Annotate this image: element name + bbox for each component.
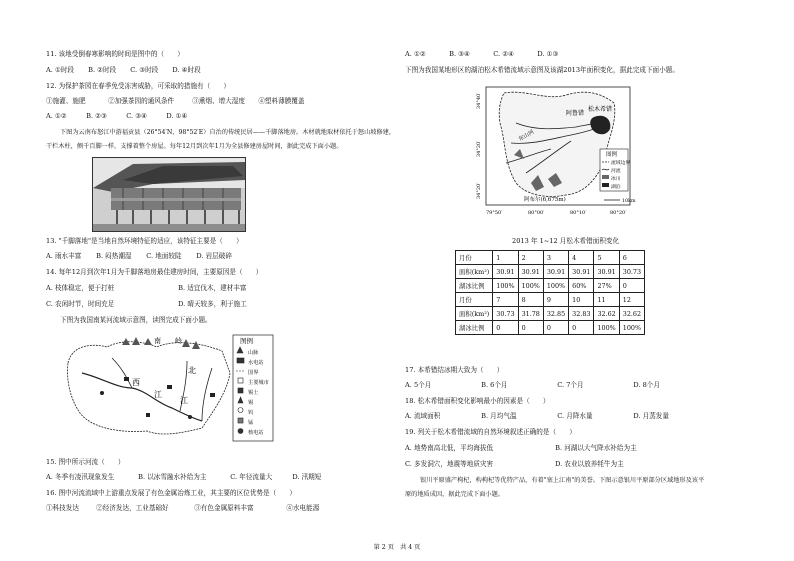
lat-label-2: 34°20′ (476, 140, 482, 157)
river-label: 东山河 (518, 129, 536, 143)
legend-item-2: 国界 (248, 370, 259, 376)
table-cell: 湖冰比例 (456, 279, 493, 293)
table-row (456, 265, 645, 279)
table-cell: 3 (543, 251, 568, 265)
q14-stem: 14. 每年12月到次年1月为千脚落地房最佳建房时间，主要原因是（ ） (46, 268, 263, 276)
table-cell: 面积(km²) (456, 307, 493, 321)
q14-options-2: C. 农闲时节，时间充足 D. 晴天较多，利于施工 (46, 300, 247, 308)
table-cell: 32.83 (569, 307, 594, 321)
table-cell: 32.85 (543, 307, 568, 321)
table-cell: 30.91 (594, 265, 619, 279)
table-cell: 12 (619, 293, 644, 307)
map-legend-title: 图例 (240, 337, 253, 345)
river-basin-map (62, 333, 274, 443)
scale-label: 10km (622, 199, 636, 204)
legend-item-8: 核电站 (248, 430, 264, 436)
table-cell: 0 (543, 321, 568, 335)
lake-legend-0: 流域边界 (611, 161, 631, 166)
q19-stem: 19. 列关于松木希错流域的自然环境叙述正确的是（ ） (405, 428, 576, 436)
lake-legend-2: 冰川 (611, 177, 621, 182)
table-cell: 100% (518, 279, 543, 293)
table-cell: 0 (493, 321, 518, 335)
lake-intro: 下图为我国某地形区的湖泊松木希错流域示意图及该湖2013年面积变化，据此完成下面小题。 (405, 66, 679, 74)
lake-legend-3: 湖泊 (611, 185, 621, 190)
table-cell: 30.91 (569, 265, 594, 279)
intro-last-1: 银川平原盛产枸杞，构枸杞等优特产品，有着"塞上江南"的美誉。下图示意银川平原部分区域地形及该平 (420, 477, 705, 484)
table-cell: 0 (569, 321, 594, 335)
map-intro: 下图为我国南某河流域示意图，读图完成下面小题。 (60, 316, 212, 324)
table-cell: 32.62 (619, 307, 644, 321)
table-cell: 32.62 (594, 307, 619, 321)
q16-options: ①科技发达 ②经济发达，工业基础好 ③有色金属原料丰富 ④水电能源 (46, 504, 320, 512)
table-cell: 10 (569, 293, 594, 307)
table-row (456, 321, 645, 335)
lon-label-1: 79°50′ (486, 210, 503, 216)
table-cell: 100% (594, 321, 619, 335)
lake-area-table (455, 250, 645, 335)
q18-stem: 18. 松木希错面积变化影响最小的因素是（ ） (405, 397, 550, 405)
table-cell: 60% (569, 279, 594, 293)
tin-ore-icon (238, 388, 243, 393)
lat-label-3: 34°20′ (476, 182, 482, 199)
q12-options: ①施灌、施肥 ②加强茶园的通风条件 ③熏烟、增大湿度 ④塑料薄膜覆盖 (46, 97, 305, 105)
table-row (456, 279, 645, 293)
lake-label: 松木希错 (588, 106, 613, 113)
table-cell: 30.73 (493, 307, 518, 321)
river-label-jiang: 江 (154, 390, 162, 399)
table-cell: 31.78 (518, 307, 543, 321)
table-cell: 11 (594, 293, 619, 307)
q19-options-2: C. 多发洞穴，地震等地质灾害 D. 农业以放养牦牛为主 (405, 460, 624, 468)
q13-stem: 13. "千脚落地"是当地自然环境特征的适应，该特征主要是（ ） (46, 237, 243, 245)
river-label-zhu: 江 (180, 396, 188, 405)
table-cell: 0 (518, 321, 543, 335)
q16-stem: 16. 图中河流流域中上游重点发展了有色金属冶炼工业，其主要的区位优势是（ ） (46, 489, 296, 497)
city-icon (238, 378, 243, 383)
lon-label-3: 80°10′ (570, 210, 587, 216)
table-cell: 9 (543, 293, 568, 307)
tungsten-icon (238, 408, 243, 413)
legend-item-4: 锡土 (248, 390, 259, 396)
lake-legend-1: 河流 (611, 169, 621, 174)
q15-options: A. 冬季有凌汛现象发生 B. 以冰雪融水补给为主 C. 年径流量大 D. 汛期短 (46, 473, 322, 481)
legend-item-6: 钨 (248, 410, 254, 416)
table-cell: 30.91 (543, 265, 568, 279)
table-cell: 100% (493, 279, 518, 293)
table-cell: 0 (619, 279, 644, 293)
stilt-house-photo (92, 157, 246, 232)
table-cell: 100% (543, 279, 568, 293)
lon-label-4: 80°20′ (610, 210, 627, 216)
photo-intro-1: 下图为云南布怒江中游福贡县（26°54′N，98°52′E）自治的传统民居——千脚落地房。木材就地取材依托于怒山坡修建， (60, 129, 396, 136)
lake-basin-map (476, 83, 642, 223)
lon-label-2: 80°00′ (528, 210, 545, 216)
table-cell: 2 (518, 251, 543, 265)
q13-options: A. 雨水丰富 B. 闷热潮湿 C. 地面较陡 D. 岩层破碎 (46, 252, 232, 260)
photo-intro-2: 干栏木柱，侧千百脚一样，支撑着整个房屋。每年12月到次年1月为全县修建房屋时间，据此完成下面小题。 (46, 143, 343, 150)
table-cell: 6 (619, 251, 644, 265)
table-cell: 月份 (456, 251, 493, 265)
page-footer: 第 2 页 共 4 页 (373, 544, 421, 551)
table-cell: 5 (594, 251, 619, 265)
q18-options: A. 流域面积 B. 月均气温 C. 月降水量 D. 月蒸发量 (405, 412, 669, 420)
table-cell: 30.73 (619, 265, 644, 279)
table-cell: 面积(km²) (456, 265, 493, 279)
river-label-bei: 北 (188, 366, 196, 375)
table-cell: 30.91 (518, 265, 543, 279)
town-label: 阿鲁错 (566, 110, 585, 117)
table-title: 2013 年 1~12 月松木希错面积变化 (512, 237, 620, 245)
q11-options: A. ①时段 B. ②时段 C. ③时段 D. ④时段 (46, 66, 201, 74)
legend-item-0: 山脉 (248, 350, 259, 356)
table-cell: 30.91 (493, 265, 518, 279)
q15-stem: 15. 图中所示河流（ ） (46, 458, 125, 466)
table-row (456, 251, 645, 265)
intro-last-2: 原的地质成因，据此完成下面小题。 (405, 491, 504, 498)
table-cell: 100% (619, 321, 644, 335)
table-cell: 湖冰比例 (456, 321, 493, 335)
mountain-label: 南 岭 (154, 337, 182, 345)
q17-stem: 17. 本希错结冰期大致为（ ） (405, 366, 504, 374)
hydropower-icon (237, 358, 244, 363)
lat-label-1: 34°40′ (476, 92, 482, 109)
legend-item-7: 锰 (248, 420, 254, 426)
lake-legend-title: 图例 (606, 152, 618, 158)
legend-item-1: 水电站 (248, 360, 264, 366)
legend-item-3: 主要城市 (248, 380, 269, 386)
table-cell: 1 (493, 251, 518, 265)
peak-label: 阿布尔(6,675m) (524, 197, 566, 203)
manganese-icon (238, 418, 243, 423)
nuclear-icon (238, 429, 243, 434)
table-cell: 4 (569, 251, 594, 265)
river-label-xi: 西 (132, 378, 140, 387)
q19-options-1: A. 地势南高北低，平均海拔低 B. 河湖以大气降水补给为主 (405, 444, 637, 452)
q11-stem: 11. 该地受倒春寒影响的时间是图中的（ ） (46, 50, 184, 58)
q12-stem: 12. 为保护茶园在春季免受冻害威胁，可采取的措施有（ ） (46, 82, 231, 90)
q16-answers: A. ①② B. ③④ C. ②④ D. ①③ (405, 50, 559, 58)
table-row (456, 293, 645, 307)
q14-options-1: A. 枝体稳定，便于打桩 B. 适宜伐木，建材丰富 (46, 284, 247, 292)
q17-options: A. 5个月 B. 6个月 C. 7个月 D. 8个月 (405, 381, 660, 389)
table-cell: 7 (493, 293, 518, 307)
table-cell: 月份 (456, 293, 493, 307)
q12-answers: A. ①② B. ②③ C. ③④ D. ①④ (46, 112, 188, 120)
table-row (456, 307, 645, 321)
table-cell: 8 (518, 293, 543, 307)
legend-item-5: 锡 (248, 400, 254, 406)
table-cell: 27% (594, 279, 619, 293)
